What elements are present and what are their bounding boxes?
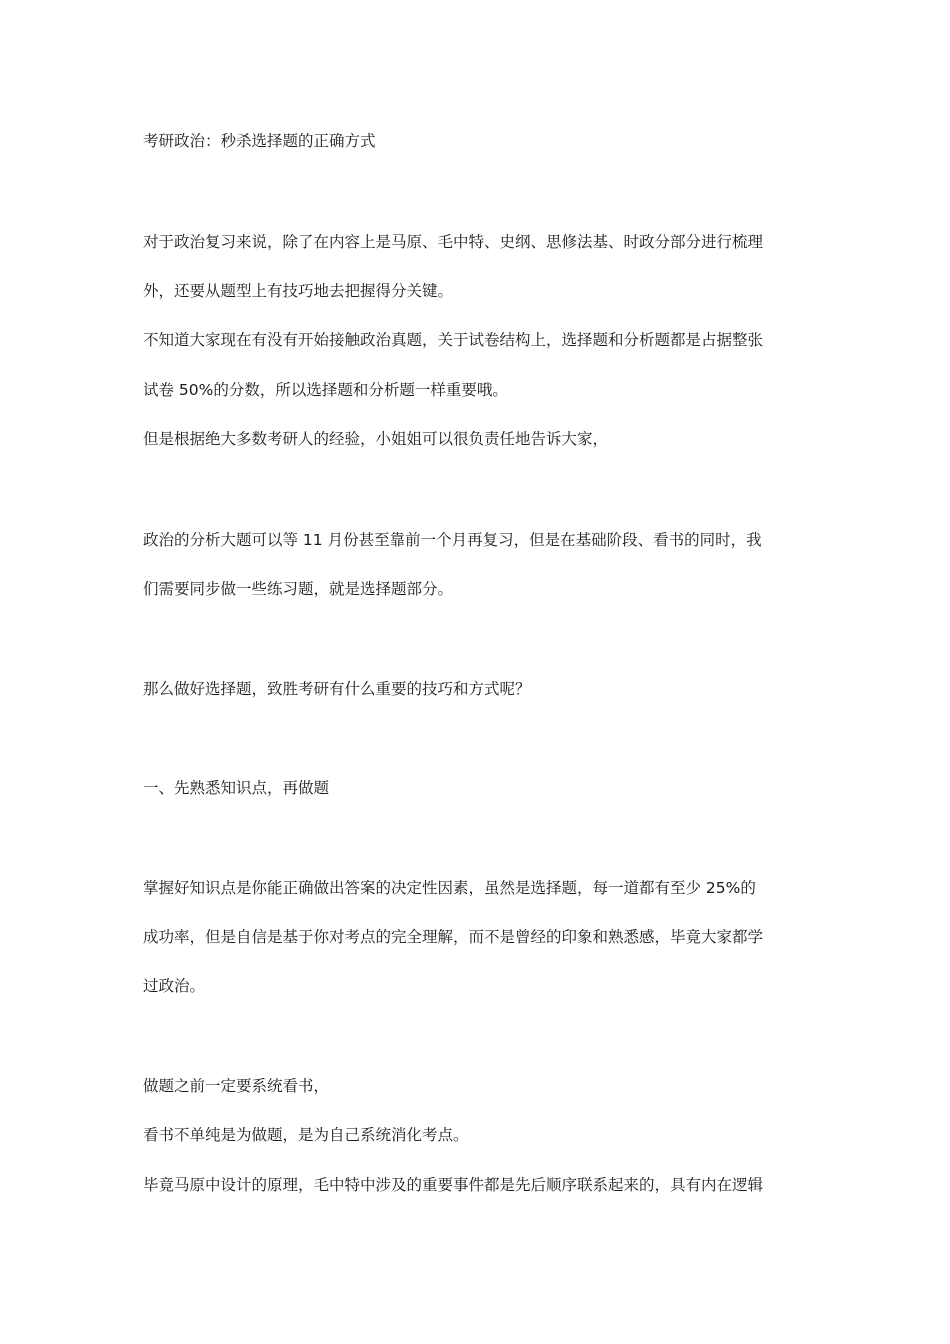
paragraph-line: 政治的分析大题可以等 11 月份甚至靠前一个月再复习，但是在基础阶段、看书的同时，我 xyxy=(143,531,762,549)
paragraph-line: 掌握好知识点是你能正确做出答案的决定性因素，虽然是选择题，每一道都有至少 25%的 xyxy=(143,879,756,897)
paragraph-line: 看书不单纯是为做题，是为自己系统消化考点。 xyxy=(143,1126,469,1144)
paragraph-line: 但是根据绝大多数考研人的经验，小姐姐可以很负责任地告诉大家， xyxy=(143,430,609,448)
document-title: 考研政治：秒杀选择题的正确方式 xyxy=(143,132,376,150)
paragraph-line: 那么做好选择题，致胜考研有什么重要的技巧和方式呢？ xyxy=(143,680,531,698)
paragraph-line: 不知道大家现在有没有开始接触政治真题，关于试卷结构上，选择题和分析题都是占据整张 xyxy=(143,331,764,349)
paragraph-line: 对于政治复习来说，除了在内容上是马原、毛中特、史纲、思修法基、时政分部分进行梳理 xyxy=(143,233,764,251)
paragraph-line: 外，还要从题型上有技巧地去把握得分关键。 xyxy=(143,282,454,300)
section-heading: 一、先熟悉知识点，再做题 xyxy=(143,779,330,797)
paragraph-line: 毕竟马原中设计的原理，毛中特中涉及的重要事件都是先后顺序联系起来的，具有内在逻辑 xyxy=(143,1176,764,1194)
paragraph-line: 过政治。 xyxy=(143,977,206,995)
paragraph-line: 们需要同步做一些练习题，就是选择题部分。 xyxy=(143,580,454,598)
paragraph-line: 成功率，但是自信是基于你对考点的完全理解，而不是曾经的印象和熟悉感，毕竟大家都学 xyxy=(143,928,764,946)
paragraph-line: 做题之前一定要系统看书， xyxy=(143,1077,330,1095)
paragraph-line: 试卷 50%的分数，所以选择题和分析题一样重要哦。 xyxy=(143,381,508,399)
